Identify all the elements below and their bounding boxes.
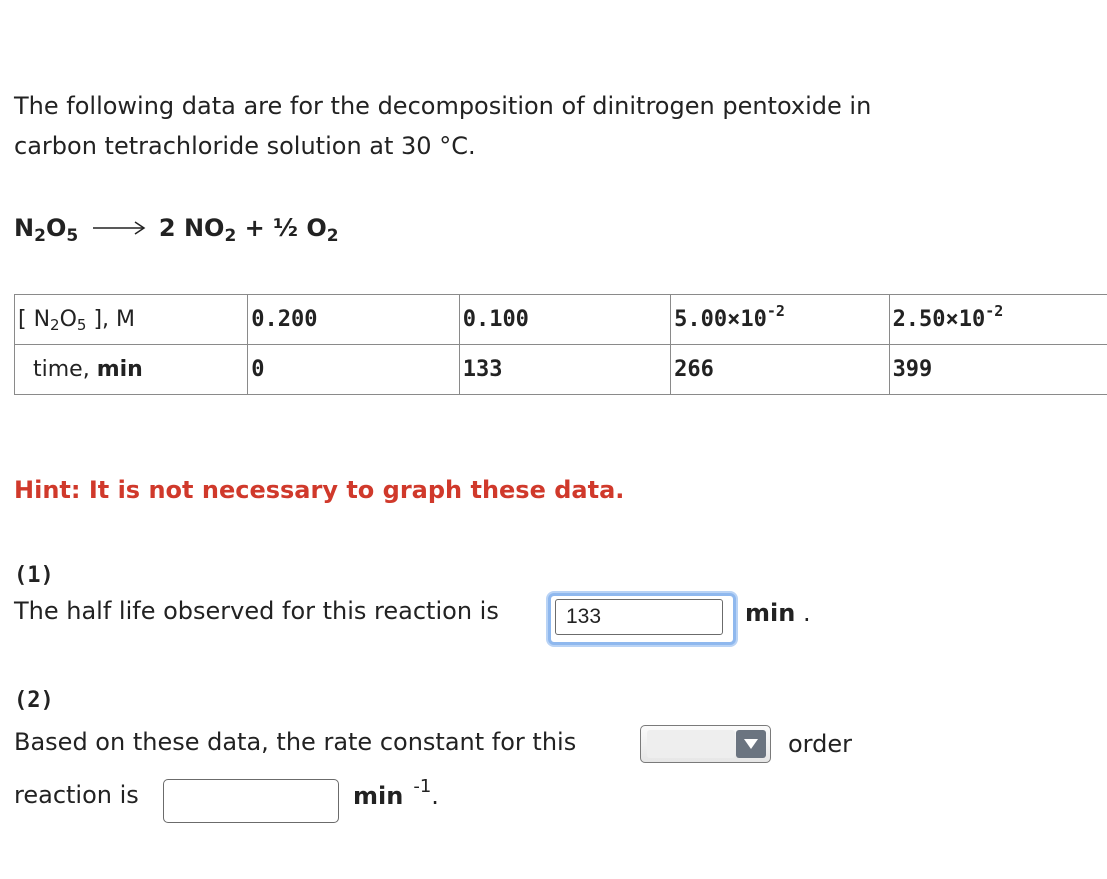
table-cell: 133 (459, 345, 670, 395)
half-life-unit (745, 599, 811, 627)
intro-text (14, 86, 1014, 166)
table-cell: 0 (248, 345, 459, 395)
time-label-unit: min (96, 357, 143, 382)
data-table (14, 294, 1107, 395)
conc-label-post: ], M (86, 307, 136, 332)
table-cell (248, 295, 459, 345)
product-o2-sub: 2 (326, 226, 339, 246)
conc-label-sub-2: 5 (76, 316, 87, 334)
time-header (15, 345, 248, 395)
reactant-n: N (14, 214, 35, 242)
conc-label-mid: O (59, 307, 77, 332)
reactant-sub-1: 2 (34, 226, 46, 246)
half-life-unit-label: min (745, 599, 796, 627)
order-select-value (647, 730, 735, 758)
table-cell: 266 (671, 345, 889, 395)
question-2-text-line-2: reaction is (14, 781, 139, 809)
question-1-text: The half life observed for this reaction is (14, 597, 499, 625)
table-row-concentration (15, 295, 1107, 345)
conc-value-4: 2.50×10 (892, 307, 986, 332)
conc-value-2: 0.100 (462, 307, 529, 332)
question-1-label: (1) (14, 563, 54, 588)
question-2-label: (2) (14, 688, 54, 713)
table-cell (671, 295, 889, 345)
product-o2: + ½ O (244, 214, 327, 242)
conc-label-pre: [ N (18, 307, 51, 332)
conc-value-3: 5.00×10 (674, 307, 767, 332)
order-word: order (788, 730, 852, 758)
rate-unit-exponent: -1 (413, 776, 432, 797)
half-life-answer-wrapper (548, 593, 736, 645)
hint-text: Hint: It is not necessary to graph these data. (14, 476, 625, 504)
reaction-arrow-icon (91, 218, 147, 238)
reactant-sub-2: 5 (66, 226, 79, 246)
conc-label-sub-1: 2 (50, 316, 60, 334)
intro-line-1: The following data are for the decomposition of dinitrogen pentoxide in (14, 92, 872, 120)
intro-line-2: carbon tetrachloride solution at 30 °C. (14, 132, 476, 160)
time-label-pre: time, (33, 357, 97, 382)
table-cell (459, 295, 670, 345)
product-no2: 2 NO (158, 214, 225, 242)
table-cell: 399 (889, 345, 1107, 395)
conc-exp-3: -2 (766, 302, 785, 320)
reaction-equation (14, 208, 339, 248)
rate-unit-label: min (353, 782, 404, 810)
reactant-o: O (45, 214, 67, 242)
conc-exp-4: -2 (985, 302, 1004, 320)
table-row-time (15, 345, 1107, 395)
conc-value-1: 0.200 (251, 307, 318, 332)
rate-constant-input[interactable] (163, 779, 339, 823)
rate-constant-unit (353, 776, 439, 810)
rate-unit-tail: . (431, 782, 439, 810)
dropdown-arrow-icon[interactable] (736, 730, 766, 758)
half-life-unit-tail: . (795, 599, 811, 627)
concentration-header (15, 295, 248, 345)
half-life-input[interactable] (555, 599, 723, 635)
question-2-text: Based on these data, the rate constant for this (14, 728, 577, 756)
order-select[interactable] (640, 725, 771, 763)
product-no2-sub: 2 (224, 226, 237, 246)
table-cell (889, 295, 1107, 345)
